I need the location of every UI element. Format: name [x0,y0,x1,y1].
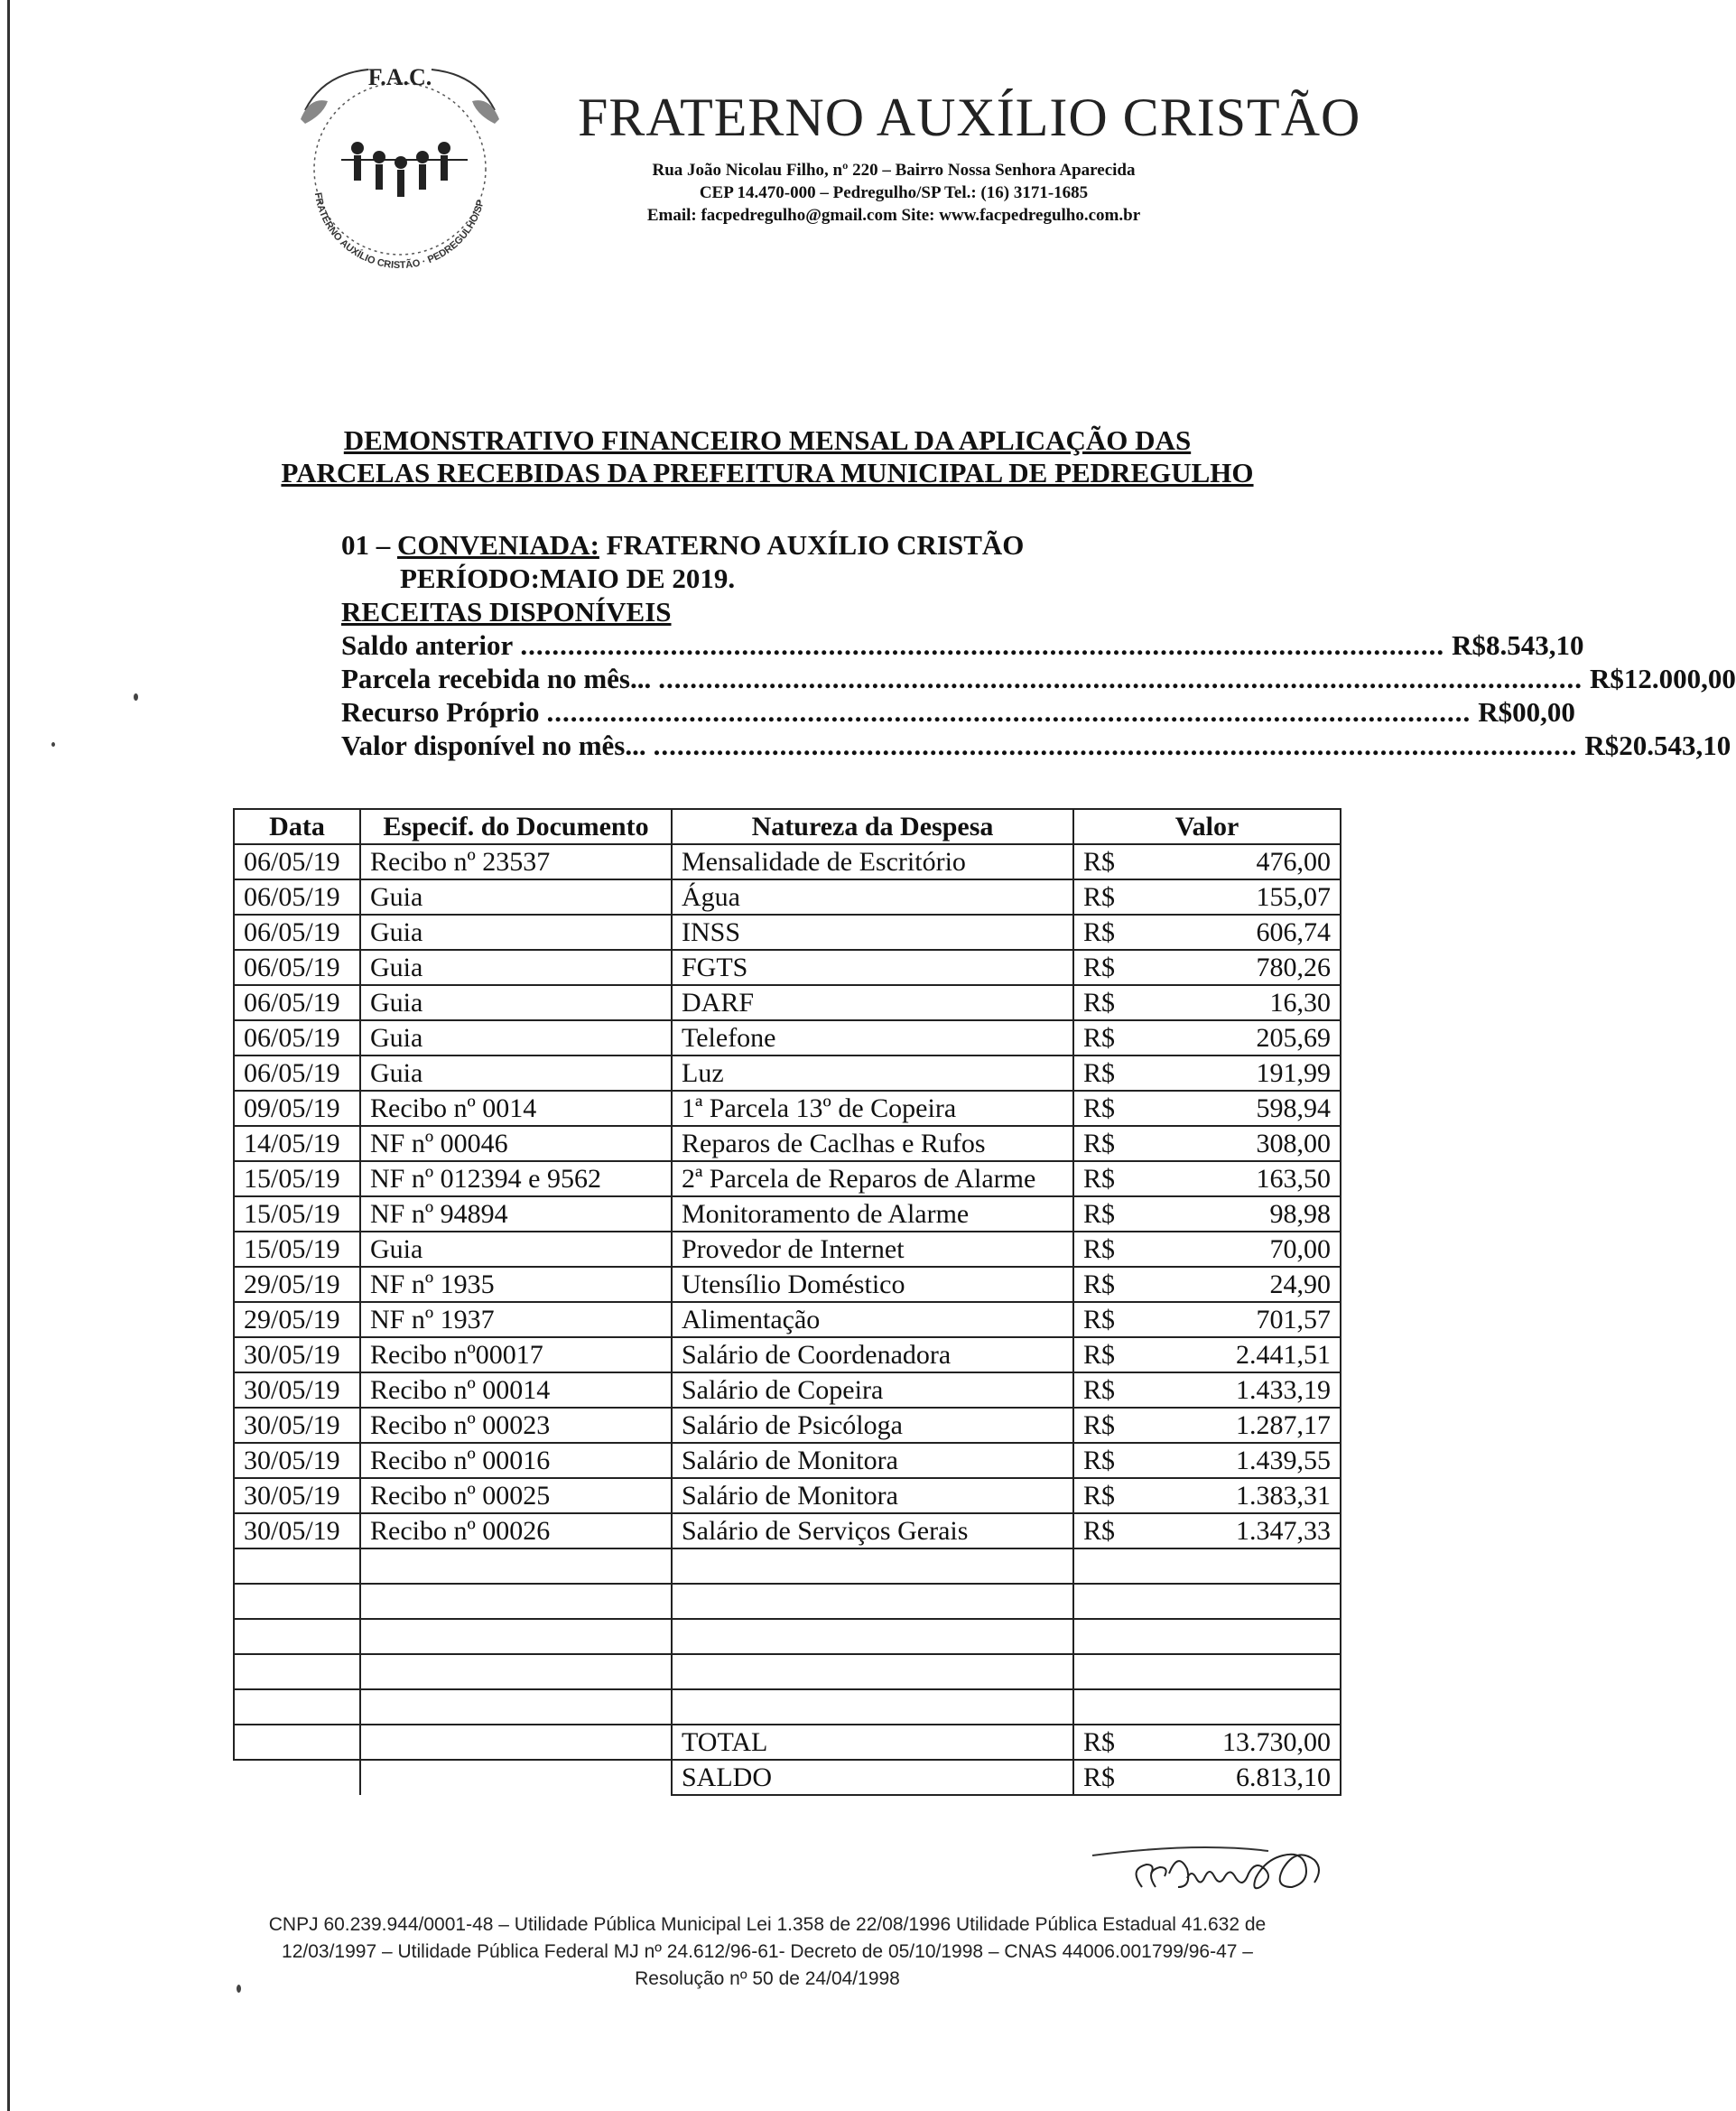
saldo-row [234,1760,1341,1795]
row-value: 1.383,31 [1236,1481,1331,1511]
conveniada-label: CONVENIADA: [397,529,599,561]
row-nature: Luz [672,1056,1073,1091]
table-cell [360,1689,672,1725]
row-date: 06/05/19 [234,879,360,915]
header-value: Valor [1073,809,1341,844]
saldo-label: SALDO [672,1760,1073,1795]
row-value-cell [1073,1372,1341,1408]
scan-speck [134,693,138,701]
row-date: 06/05/19 [234,985,360,1020]
row-nature: FGTS [672,950,1073,985]
total-currency: R$ [1083,1727,1116,1757]
conveniada-value: FRATERNO AUXÍLIO CRISTÃO [599,529,1025,561]
row-value: 98,98 [1269,1199,1331,1229]
row-date: 30/05/19 [234,1372,360,1408]
table-row [234,1337,1341,1372]
footer-line-2: 12/03/1997 – Utilidade Pública Federal MJ nº 24.612/96-61- Decreto de 05/10/1998 – CNAS 44006.001799/96-47 – [282,1941,1253,1962]
table-row [234,1091,1341,1126]
row-currency: R$ [1083,1199,1116,1229]
row-value: 1.287,17 [1236,1410,1331,1440]
table-row [234,1443,1341,1478]
summary-amount: 00,00 [1512,696,1575,728]
empty-table-row [234,1584,1341,1619]
row-document: Guia [360,915,672,950]
table-header-row [234,809,1341,844]
row-nature: Salário de Psicóloga [672,1408,1073,1443]
row-currency: R$ [1083,917,1116,947]
table-row [234,1408,1341,1443]
summary-label: Parcela recebida no mês... [341,663,652,694]
table-row [234,1161,1341,1196]
summary-amount: 8.543,10 [1485,629,1584,661]
row-nature: Salário de Copeira [672,1372,1073,1408]
dot-leader: ..................................................................................................................... [520,629,1445,661]
scan-speck [237,1985,241,1993]
row-document: Recibo nº 00026 [360,1513,672,1548]
row-value-cell [1073,985,1341,1020]
row-currency: R$ [1083,1129,1116,1158]
row-currency: R$ [1083,1023,1116,1053]
row-date: 29/05/19 [234,1302,360,1337]
summary-amount: 20.543,10 [1619,730,1731,761]
saldo-value: 6.813,10 [1236,1762,1331,1792]
row-value: 70,00 [1269,1234,1331,1264]
row-currency: R$ [1083,1093,1116,1123]
footer-line-3: Resolução nº 50 de 24/04/1998 [635,1968,900,1989]
row-value: 155,07 [1256,882,1331,912]
row-date: 15/05/19 [234,1161,360,1196]
row-value-cell [1073,1443,1341,1478]
table-cell [360,1760,672,1795]
table-row [234,1372,1341,1408]
table-row [234,844,1341,879]
row-document: Guia [360,1232,672,1267]
table-cell [360,1654,672,1689]
svg-text:FRATERNO AUXÍLIO CRISTÃO · PED [312,191,487,271]
table-cell [234,1725,360,1760]
table-row [234,950,1341,985]
row-currency: R$ [1083,1058,1116,1088]
row-value-cell [1073,1408,1341,1443]
table-cell [1073,1654,1341,1689]
empty-table-row [234,1689,1341,1725]
table-cell [234,1584,360,1619]
periodo-line: PERÍODO:MAIO DE 2019. [400,563,736,594]
row-currency: R$ [1083,882,1116,912]
table-cell [1073,1689,1341,1725]
conveniada-line [341,528,1307,562]
header-nature: Natureza da Despesa [672,809,1073,844]
summary-currency: R$ [1584,730,1620,761]
row-nature: Provedor de Internet [672,1232,1073,1267]
expense-table [233,808,1341,1796]
total-value-cell [1073,1725,1341,1760]
summary-label: Saldo anterior [341,629,514,661]
logo-ring-text: FRATERNO AUXÍLIO CRISTÃO · PEDREGULHO/SP [311,191,487,272]
row-nature: 2ª Parcela de Reparos de Alarme [672,1161,1073,1196]
conveniada-prefix: 01 – [341,529,397,561]
row-document: Guia [360,950,672,985]
row-currency: R$ [1083,953,1116,982]
row-value-cell [1073,1513,1341,1548]
row-date: 29/05/19 [234,1267,360,1302]
total-value: 13.730,00 [1222,1727,1331,1757]
total-label: TOTAL [672,1725,1073,1760]
row-currency: R$ [1083,847,1116,877]
row-document: Recibo nº 00023 [360,1408,672,1443]
row-nature: Salário de Monitora [672,1443,1073,1478]
row-document: NF nº 1937 [360,1302,672,1337]
row-currency: R$ [1083,1410,1116,1440]
row-document: Recibo nº 00016 [360,1443,672,1478]
table-cell [672,1689,1073,1725]
row-value: 1.439,55 [1236,1446,1331,1475]
row-nature: Água [672,879,1073,915]
row-date: 15/05/19 [234,1196,360,1232]
empty-table-row [234,1619,1341,1654]
row-value-cell [1073,1337,1341,1372]
row-document: Guia [360,985,672,1020]
row-value: 191,99 [1256,1058,1331,1088]
table-cell [234,1654,360,1689]
row-nature: Monitoramento de Alarme [672,1196,1073,1232]
row-nature: Utensílio Doméstico [672,1267,1073,1302]
row-value: 1.347,33 [1236,1516,1331,1546]
table-cell [234,1689,360,1725]
row-currency: R$ [1083,1164,1116,1194]
row-date: 30/05/19 [234,1337,360,1372]
row-nature: Salário de Serviços Gerais [672,1513,1073,1548]
table-cell [234,1619,360,1654]
scan-edge-line [7,0,10,2111]
saldo-currency: R$ [1083,1762,1116,1792]
scan-speck [51,742,55,747]
row-currency: R$ [1083,1340,1116,1370]
summary-label: Valor disponível no mês... [341,730,646,761]
row-value-cell [1073,1091,1341,1126]
row-currency: R$ [1083,1516,1116,1546]
row-value-cell [1073,1267,1341,1302]
table-cell [360,1584,672,1619]
title-line-1: DEMONSTRATIVO FINANCEIRO MENSAL DA APLICAÇÃO DAS [343,424,1192,456]
row-document: Recibo nº 00014 [360,1372,672,1408]
row-document: Recibo nº 0014 [360,1091,672,1126]
row-date: 30/05/19 [234,1443,360,1478]
row-value: 205,69 [1256,1023,1331,1053]
row-document: NF nº 1935 [360,1267,672,1302]
cep-phone-line: CEP 14.470-000 – Pedregulho/SP Tel.: (16) 3171-1685 [699,183,1089,202]
table-row [234,879,1341,915]
title-line-2: PARCELAS RECEBIDAS DA PREFEITURA MUNICIPAL DE PEDREGULHO [281,457,1254,488]
summary-row-parcela [341,662,1736,695]
table-cell [672,1619,1073,1654]
row-date: 06/05/19 [234,950,360,985]
summary-block [341,528,1736,762]
table-cell [672,1548,1073,1584]
organization-contact [578,159,1210,227]
row-value: 606,74 [1256,917,1331,947]
row-currency: R$ [1083,988,1116,1018]
dot-leader: ..................................................................................................................... [658,663,1583,694]
row-value-cell [1073,1196,1341,1232]
row-currency: R$ [1083,1269,1116,1299]
address-line: Rua João Nicolau Filho, nº 220 – Bairro Nossa Senhora Aparecida [652,161,1136,180]
row-value-cell [1073,1126,1341,1161]
row-document: NF nº 012394 e 9562 [360,1161,672,1196]
handwritten-signature [1088,1837,1386,1910]
row-date: 09/05/19 [234,1091,360,1126]
total-row [234,1725,1341,1760]
row-value-cell [1073,1020,1341,1056]
table-cell [1073,1548,1341,1584]
saldo-value-cell [1073,1760,1341,1795]
table-row [234,1126,1341,1161]
table-cell [360,1725,672,1760]
footer-line-1: CNPJ 60.239.944/0001-48 – Utilidade Pública Municipal Lei 1.358 de 22/08/1996 Utilidade Pública Estadual 41.632 de [268,1914,1267,1935]
dot-leader: ..................................................................................................................... [653,730,1578,761]
row-document: Guia [360,1056,672,1091]
row-currency: R$ [1083,1375,1116,1405]
summary-row-valor-disponivel [341,729,1731,762]
table-row [234,1267,1341,1302]
row-value: 598,94 [1256,1093,1331,1123]
row-date: 06/05/19 [234,1020,360,1056]
summary-amount: 12.000,00 [1623,663,1736,694]
summary-row-saldo-anterior [341,628,1584,662]
table-row [234,1020,1341,1056]
table-cell [672,1654,1073,1689]
row-nature: Mensalidade de Escritório [672,844,1073,879]
row-date: 30/05/19 [234,1513,360,1548]
dot-leader: ..................................................................................................................... [546,696,1471,728]
row-document: NF nº 00046 [360,1126,672,1161]
table-cell [360,1619,672,1654]
row-currency: R$ [1083,1234,1116,1264]
row-value: 16,30 [1269,988,1331,1018]
row-date: 06/05/19 [234,1056,360,1091]
row-date: 15/05/19 [234,1232,360,1267]
row-currency: R$ [1083,1446,1116,1475]
legal-footer [226,1911,1309,1993]
table-row [234,1478,1341,1513]
header-document: Especif. do Documento [360,809,672,844]
table-row [234,1196,1341,1232]
row-value: 780,26 [1256,953,1331,982]
expense-table-body [234,844,1341,1725]
table-row [234,1513,1341,1548]
summary-currency: R$ [1452,629,1486,661]
row-nature: Alimentação [672,1302,1073,1337]
table-row [234,1302,1341,1337]
row-value-cell [1073,1302,1341,1337]
row-document: Guia [360,879,672,915]
row-value-cell [1073,1478,1341,1513]
row-value: 308,00 [1256,1129,1331,1158]
row-value: 163,50 [1256,1164,1331,1194]
table-row [234,915,1341,950]
row-value-cell [1073,844,1341,879]
table-cell [234,1548,360,1584]
email-site-line: Email: facpedregulho@gmail.com Site: www.facpedregulho.com.br [646,206,1141,225]
row-date: 06/05/19 [234,915,360,950]
row-value: 24,90 [1269,1269,1331,1299]
row-document: Recibo nº 00025 [360,1478,672,1513]
row-document: Recibo nº 23537 [360,844,672,879]
table-cell [1073,1584,1341,1619]
row-document: Guia [360,1020,672,1056]
row-value: 476,00 [1256,847,1331,877]
summary-currency: R$ [1478,696,1513,728]
row-document: Recibo nº00017 [360,1337,672,1372]
row-date: 30/05/19 [234,1478,360,1513]
summary-row-recurso-proprio [341,695,1575,729]
row-value: 2.441,51 [1236,1340,1331,1370]
row-date: 30/05/19 [234,1408,360,1443]
empty-table-row [234,1548,1341,1584]
table-cell [1073,1619,1341,1654]
document-title [208,424,1327,489]
row-currency: R$ [1083,1305,1116,1334]
row-date: 06/05/19 [234,844,360,879]
row-value-cell [1073,879,1341,915]
row-nature: Reparos de Caclhas e Rufos [672,1126,1073,1161]
row-nature: Salário de Monitora [672,1478,1073,1513]
table-row [234,1232,1341,1267]
row-nature: 1ª Parcela 13º de Copeira [672,1091,1073,1126]
row-value-cell [1073,915,1341,950]
receitas-heading: RECEITAS DISPONÍVEIS [341,596,672,628]
logo-text: F.A.C. [367,64,432,90]
row-nature: INSS [672,915,1073,950]
row-document: NF nº 94894 [360,1196,672,1232]
summary-currency: R$ [1589,663,1624,694]
row-value: 701,57 [1256,1305,1331,1334]
row-value-cell [1073,1056,1341,1091]
empty-table-row [234,1654,1341,1689]
summary-label: Recurso Próprio [341,696,540,728]
row-value-cell [1073,1232,1341,1267]
row-nature: DARF [672,985,1073,1020]
row-nature: Salário de Coordenadora [672,1337,1073,1372]
table-cell [672,1584,1073,1619]
row-value-cell [1073,950,1341,985]
table-row [234,1056,1341,1091]
table-cell [360,1548,672,1584]
header-date: Data [234,809,360,844]
row-value-cell [1073,1161,1341,1196]
organization-name: FRATERNO AUXÍLIO CRISTÃO [578,88,1361,147]
row-value: 1.433,19 [1236,1375,1331,1405]
row-nature: Telefone [672,1020,1073,1056]
row-date: 14/05/19 [234,1126,360,1161]
table-cell [234,1760,360,1795]
table-row [234,985,1341,1020]
fac-logo [287,56,513,273]
row-currency: R$ [1083,1481,1116,1511]
